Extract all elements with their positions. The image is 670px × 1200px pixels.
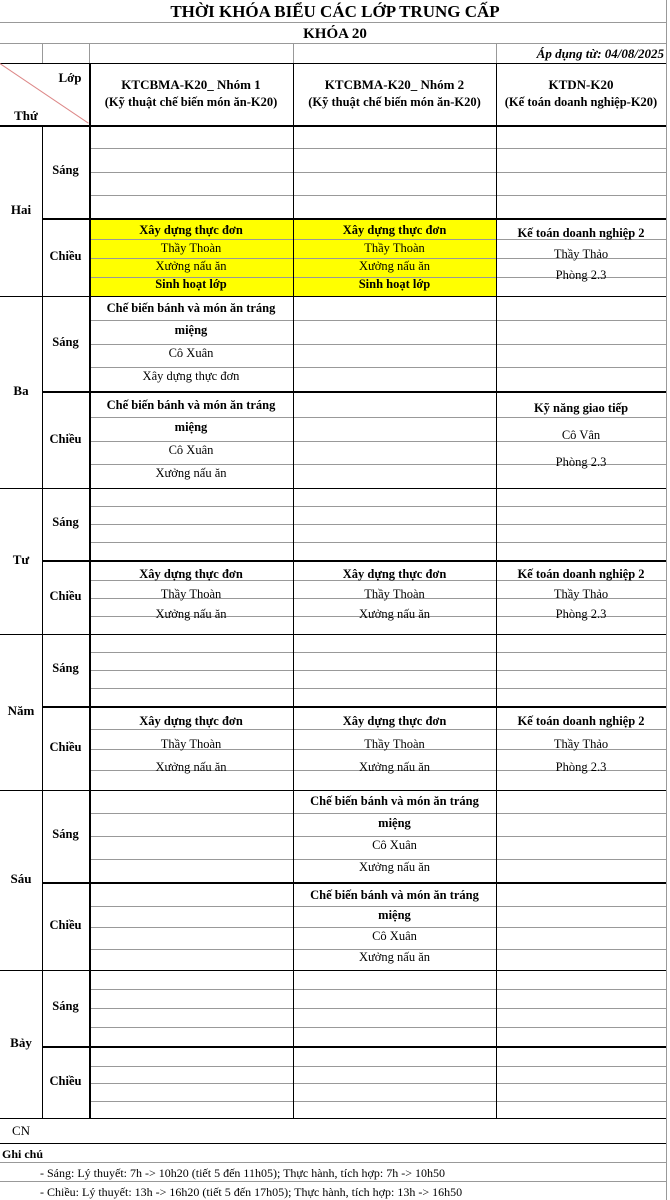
session-label: Chiều	[49, 918, 82, 932]
cell-detail: Xưởng nấu ăn	[358, 760, 430, 774]
schedule-cell	[89, 220, 293, 296]
cell-detail: Sinh hoạt lớp	[155, 277, 227, 291]
schedule-cell	[293, 220, 496, 296]
grid-hline	[89, 1066, 666, 1067]
session-label: Chiều	[49, 432, 82, 446]
cell-detail: Xưởng nấu ăn	[155, 607, 227, 621]
grid-hline	[0, 1143, 666, 1144]
grid-hline	[0, 22, 666, 23]
day-label: Tư	[12, 552, 30, 567]
sunday-label: CN	[11, 1123, 31, 1138]
note-line-afternoon: - Chiều: Lý thuyết: 13h -> 16h20 (tiết 5 đến 17h05); Thực hành, tích hợp: 13h -> 16h50	[40, 1185, 463, 1199]
cell-detail: Thầy Thoàn	[364, 241, 425, 255]
cell-detail: Xưởng nấu ăn	[358, 860, 430, 874]
grid-hline	[89, 1008, 666, 1009]
subject-name: Kế toán doanh nghiệp 2	[517, 226, 645, 240]
grid-vline	[496, 43, 497, 63]
subject-name: Chế biến bánh và món ăn tráng	[310, 794, 479, 808]
cell-detail: Thầy Thoàn	[364, 587, 425, 601]
class-name-header: (Kỹ thuật chế biến món ăn-K20)	[308, 95, 481, 109]
session-label: Chiều	[49, 589, 82, 603]
cell-detail: Thầy Thảo	[553, 737, 609, 751]
class-code-header: KTCBMA-K20_ Nhóm 2	[324, 77, 465, 92]
grid-hline	[89, 688, 666, 689]
schedule-cell	[496, 220, 666, 296]
cell-detail: Xưởng nấu ăn	[155, 760, 227, 774]
schedule-cell	[293, 708, 496, 790]
cell-detail: Xưởng nấu ăn	[358, 259, 430, 273]
grid-hline	[0, 634, 666, 635]
class-code-header: KTDN-K20	[548, 77, 614, 92]
day-label: Ba	[13, 383, 29, 398]
grid-vline	[666, 0, 667, 1200]
grid-hline	[0, 43, 666, 44]
schedule-cell	[293, 790, 496, 882]
grid-hline	[0, 1118, 666, 1119]
grid-hline	[89, 670, 666, 671]
class-code-header: KTCBMA-K20_ Nhóm 1	[121, 77, 261, 92]
cell-detail: Phòng 2.3	[555, 455, 607, 469]
schedule-cell	[89, 708, 293, 790]
cell-detail: Cô Xuân	[168, 443, 214, 457]
subject-name: Xây dựng thực đơn	[342, 223, 447, 237]
grid-vline	[89, 43, 90, 63]
grid-hline	[89, 148, 666, 149]
cell-detail: miệng	[378, 908, 411, 922]
subject-name: Kỹ năng giao tiếp	[533, 401, 629, 415]
session-label: Chiều	[49, 740, 82, 754]
session-label: Sáng	[52, 515, 79, 529]
applied-date: Áp dụng từ: 04/08/2025	[536, 46, 664, 61]
grid-hline	[89, 1101, 666, 1102]
cell-detail: Phòng 2.3	[555, 607, 607, 621]
corner-label-class: Lớp	[58, 70, 82, 85]
day-label: Năm	[7, 703, 35, 718]
subject-name: Chế biến bánh và món ăn tráng	[106, 398, 276, 412]
cell-detail: Cô Xuân	[372, 929, 417, 943]
grid-hline	[89, 652, 666, 653]
schedule-cell	[496, 708, 666, 790]
session-label: Sáng	[52, 827, 79, 841]
subject-name: Xây dựng thực đơn	[139, 223, 243, 237]
grid-hline	[89, 172, 666, 173]
cell-detail: miệng	[378, 816, 411, 830]
subject-name: Chế biến bánh và món ăn tráng	[310, 888, 479, 902]
grid-hline	[42, 1046, 666, 1048]
corner-label-day: Thứ	[14, 108, 38, 123]
cell-detail: Xưởng nấu ăn	[155, 466, 227, 480]
cell-detail: Xây dựng thực đơn	[142, 369, 240, 383]
grid-vline	[293, 43, 294, 63]
page-subtitle: KHÓA 20	[303, 26, 367, 42]
schedule-cell	[293, 884, 496, 970]
grid-hline	[89, 989, 666, 990]
cell-detail: Cô Xuân	[372, 838, 417, 852]
day-label: Sáu	[10, 871, 32, 886]
grid-hline	[89, 1083, 666, 1084]
subject-name: Xây dựng thực đơn	[342, 714, 447, 728]
cell-detail: Xưởng nấu ăn	[358, 950, 430, 964]
note-line-morning: - Sáng: Lý thuyết: 7h -> 10h20 (tiết 5 đến 11h05); Thực hành, tích hợp: 7h -> 10h50	[40, 1166, 445, 1180]
subject-name: Xây dựng thực đơn	[139, 714, 243, 728]
cell-detail: Sinh hoạt lớp	[358, 277, 431, 291]
schedule-cell	[496, 393, 666, 488]
cell-detail: miệng	[174, 323, 208, 337]
cell-detail: Phòng 2.3	[555, 268, 607, 282]
session-label: Chiều	[49, 1074, 82, 1088]
cell-detail: Thầy Thoàn	[160, 737, 222, 751]
cell-detail: Thầy Thảo	[553, 587, 609, 601]
session-label: Sáng	[52, 335, 79, 349]
grid-hline	[0, 970, 666, 971]
session-label: Sáng	[52, 661, 79, 675]
subject-name: Chế biến bánh và món ăn tráng	[106, 301, 276, 315]
session-label: Chiều	[49, 249, 82, 263]
cell-detail: Thầy Thoàn	[364, 737, 425, 751]
notes-title: Ghi chú	[2, 1147, 44, 1161]
grid-hline	[89, 1027, 666, 1028]
subject-name: Xây dựng thực đơn	[139, 567, 243, 581]
schedule-cell	[293, 562, 496, 634]
cell-detail: miệng	[174, 420, 208, 434]
grid-hline	[89, 542, 666, 543]
schedule-cell	[89, 562, 293, 634]
subject-name: Kế toán doanh nghiệp 2	[517, 714, 645, 728]
schedule-cell	[89, 393, 293, 488]
class-name-header: (Kế toán doanh nghiệp-K20)	[504, 95, 658, 109]
cell-detail: Xưởng nấu ăn	[155, 259, 227, 273]
day-label: Hai	[10, 202, 32, 217]
subject-name: Xây dựng thực đơn	[342, 567, 447, 581]
subject-name: Kế toán doanh nghiệp 2	[517, 567, 645, 581]
grid-hline	[0, 63, 666, 64]
cell-detail: Thầy Thoàn	[160, 241, 222, 255]
cell-detail: Xưởng nấu ăn	[358, 607, 430, 621]
cell-detail: Thầy Thảo	[553, 247, 609, 261]
schedule-cell	[89, 296, 293, 391]
grid-vline	[42, 43, 43, 63]
page-title: THỜI KHÓA BIỂU CÁC LỚP TRUNG CẤP	[170, 2, 500, 21]
cell-detail: Cô Vân	[561, 428, 601, 442]
cell-detail: Cô Xuân	[168, 346, 214, 360]
class-name-header: (Kỹ thuật chế biến món ăn-K20)	[104, 95, 278, 109]
grid-hline	[0, 1181, 666, 1182]
cell-detail: Thầy Thoàn	[160, 587, 222, 601]
grid-hline	[0, 1162, 666, 1163]
session-label: Sáng	[52, 999, 79, 1013]
grid-hline	[89, 524, 666, 525]
grid-hline	[89, 506, 666, 507]
day-label: Bảy	[10, 1035, 32, 1050]
grid-hline	[0, 488, 666, 489]
schedule-cell	[496, 562, 666, 634]
grid-hline	[89, 195, 666, 196]
cell-detail: Phòng 2.3	[555, 760, 607, 774]
session-label: Sáng	[52, 163, 79, 177]
grid-hline	[0, 125, 666, 127]
